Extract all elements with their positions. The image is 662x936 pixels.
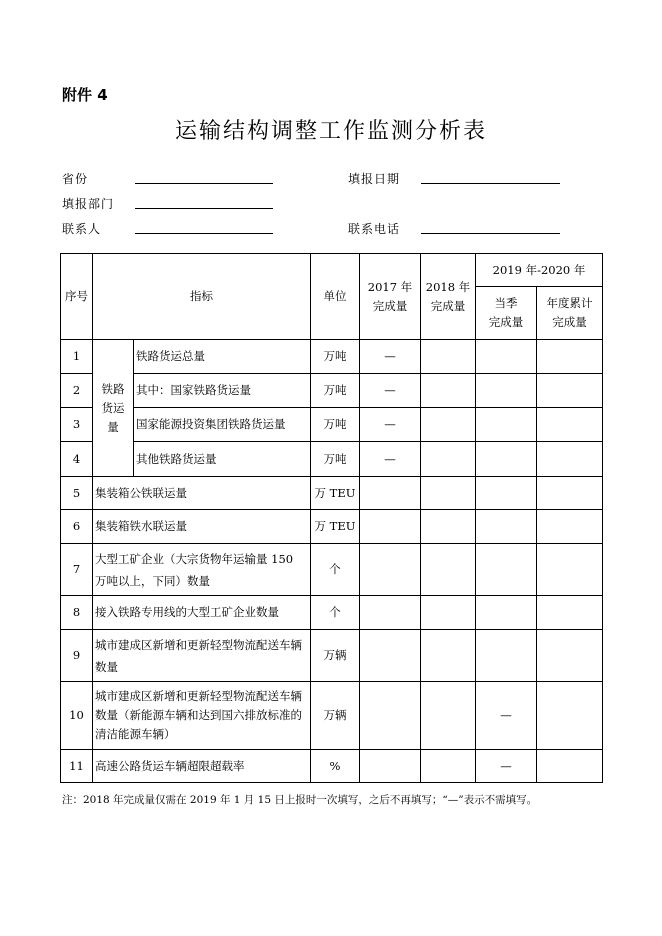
page-title: 运输结构调整工作监测分析表 [174,119,487,144]
row-annual[interactable] [537,750,603,783]
row-quarter[interactable]: — [476,682,537,750]
row-2018[interactable] [421,374,476,408]
row-indicator: 大型工矿企业（大宗货物年运输量 150 万吨以上，下同）数量 [93,544,311,596]
header-2018-year: 2018 年 [425,279,471,294]
row-2018[interactable] [421,630,476,682]
row-unit: 万辆 [311,630,360,682]
header-annual-b: 完成量 [552,315,587,329]
row-indicator: 接入铁路专用线的大型工矿企业数量 [93,596,311,630]
header-quarter-b: 完成量 [488,315,524,329]
row-annual[interactable] [537,682,603,750]
table-row [61,544,603,596]
header-2017 [360,254,421,340]
header-unit: 单位 [311,254,360,340]
row-indicator: 其他铁路货运量 [134,442,311,477]
date-label: 填报日期 [348,172,401,186]
row-2017[interactable] [360,750,421,783]
header-seq: 序号 [61,254,93,340]
row-seq: 10 [61,682,93,750]
row-seq: 3 [61,408,93,442]
row-seq: 11 [61,750,93,783]
row-unit: 万吨 [311,374,360,408]
row-quarter[interactable] [476,408,537,442]
row-2018[interactable] [421,408,476,442]
header-annual-a: 年度累计 [546,296,593,310]
row-indicator: 集装箱铁水联运量 [93,510,311,544]
header-quarter-a: 当季 [494,296,518,310]
row-unit: 万吨 [311,408,360,442]
department-label: 填报部门 [62,197,115,211]
header-row [61,254,603,287]
row-quarter[interactable] [476,630,537,682]
row-quarter[interactable] [476,340,537,374]
row-2017[interactable] [360,477,421,510]
header-2017-label: 完成量 [372,298,408,313]
row-2018[interactable] [421,442,476,477]
table-row [61,750,603,783]
row-quarter[interactable] [476,510,537,544]
row-2017[interactable] [360,596,421,630]
row-indicator: 其中：国家铁路货运量 [134,374,311,408]
row-seq: 2 [61,374,93,408]
footnote: 注：2018 年完成量仅需在 2019 年 1 月 15 日上报时一次填写，之后不再填写；“—”表示不需填写。 [62,794,538,806]
table-row [61,340,603,374]
phone-label: 联系电话 [348,222,401,236]
row-annual[interactable] [537,374,603,408]
header-2018-label: 完成量 [430,298,466,313]
row-seq: 5 [61,477,93,510]
row-2017[interactable] [360,510,421,544]
row-unit: 个 [311,596,360,630]
row-quarter[interactable]: — [476,750,537,783]
row-indicator: 国家能源投资集团铁路货运量 [134,408,311,442]
row-unit: 个 [311,544,360,596]
table-row [61,374,603,408]
row-indicator: 集装箱公铁联运量 [93,477,311,510]
row-seq: 6 [61,510,93,544]
row-quarter[interactable] [476,596,537,630]
header-period: 2019 年-2020 年 [476,254,603,287]
row-2017[interactable]: — [360,442,421,477]
row-annual[interactable] [537,596,603,630]
header-quarter [476,287,537,340]
row-seq: 9 [61,630,93,682]
contact-field[interactable] [135,233,273,234]
row-unit: 万 TEU [311,510,360,544]
row-annual[interactable] [537,477,603,510]
row-quarter[interactable] [476,442,537,477]
table-row [61,630,603,682]
attachment-label: 附件 4 [62,86,108,104]
table-row [61,408,603,442]
row-quarter[interactable] [476,374,537,408]
table-row [61,442,603,477]
table-row [61,596,603,630]
row-unit: 万 TEU [311,477,360,510]
province-field[interactable] [135,183,273,184]
row-2017[interactable] [360,630,421,682]
row-seq: 7 [61,544,93,596]
row-annual[interactable] [537,630,603,682]
row-2018[interactable] [421,682,476,750]
row-annual[interactable] [537,544,603,596]
date-field[interactable] [421,183,560,184]
row-seq: 8 [61,596,93,630]
row-2017[interactable] [360,544,421,596]
row-quarter[interactable] [476,477,537,510]
row-indicator: 铁路货运总量 [134,340,311,374]
row-2018[interactable] [421,596,476,630]
table-row [61,510,603,544]
row-2018[interactable] [421,477,476,510]
contact-label: 联系人 [62,222,102,236]
row-annual[interactable] [537,510,603,544]
row-2018[interactable] [421,544,476,596]
row-seq: 4 [61,442,93,477]
header-annual [537,287,603,340]
row-2017[interactable]: — [360,408,421,442]
row-2018[interactable] [421,510,476,544]
table-row [61,477,603,510]
row-2018[interactable] [421,340,476,374]
row-seq: 1 [61,340,93,374]
row-unit: 万吨 [311,442,360,477]
row-annual[interactable] [537,408,603,442]
row-indicator: 城市建成区新增和更新轻型物流配送车辆数量（新能源车辆和达到国六排放标准的清洁能源车辆） [93,682,311,750]
row-annual[interactable] [537,340,603,374]
row-2017[interactable] [360,682,421,750]
row-quarter[interactable] [476,544,537,596]
row-2017[interactable]: — [360,340,421,374]
row-2017[interactable]: — [360,374,421,408]
rail-group-label: 铁路货运量 [93,340,134,477]
row-unit: 万吨 [311,340,360,374]
phone-field[interactable] [421,233,560,234]
table-row [61,682,603,750]
header-2017-year: 2017 年 [367,279,413,294]
row-indicator: 城市建成区新增和更新轻型物流配送车辆数量 [93,630,311,682]
department-field[interactable] [135,208,273,209]
row-unit: 万辆 [311,682,360,750]
row-indicator: 高速公路货运车辆超限超载率 [93,750,311,783]
province-label: 省份 [62,172,89,186]
header-indicator: 指标 [93,254,311,340]
header-2018 [421,254,476,340]
row-2018[interactable] [421,750,476,783]
row-unit: % [311,750,360,783]
row-annual[interactable] [537,442,603,477]
monitoring-table [60,253,603,783]
